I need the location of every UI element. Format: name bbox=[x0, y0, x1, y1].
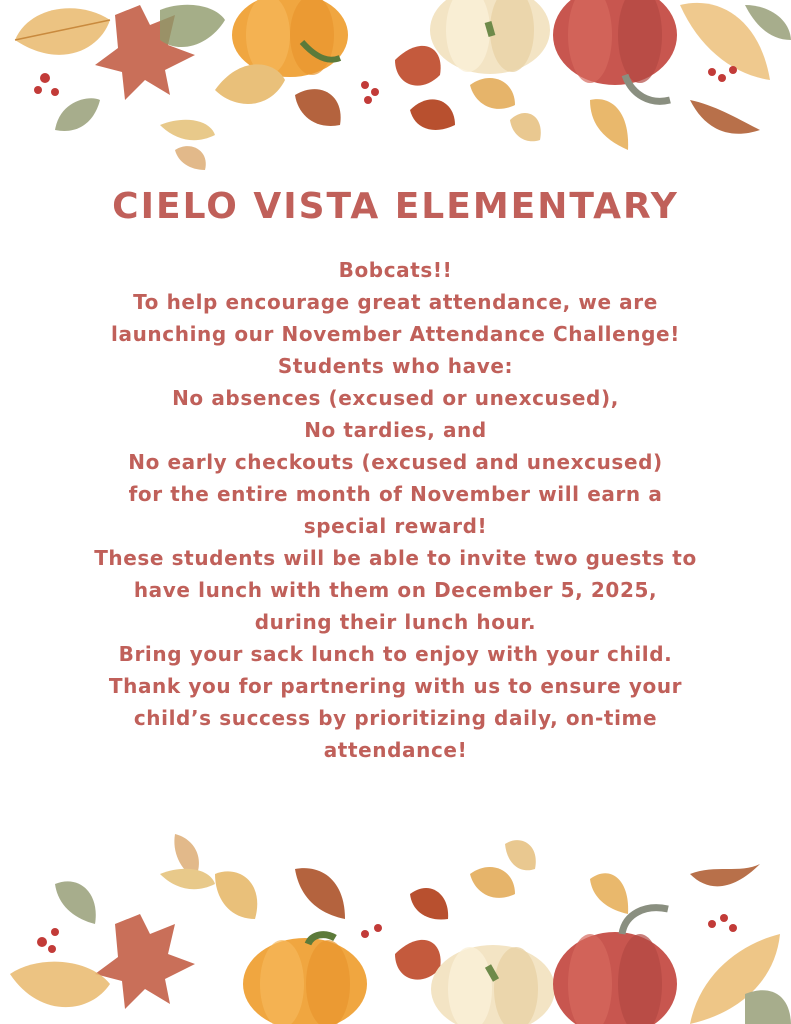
body-line: special reward! bbox=[303, 514, 488, 538]
criteria-line: No tardies, and bbox=[304, 418, 487, 442]
announcement-body bbox=[30, 254, 761, 766]
body-line: launching our November Attendance Challenge! bbox=[111, 322, 680, 346]
berry-icon bbox=[34, 73, 59, 96]
criteria-line: No early checkouts (excused and unexcused) bbox=[128, 450, 663, 474]
leaf-icon bbox=[160, 120, 215, 170]
body-line: for the entire month of November will earn a bbox=[128, 482, 663, 506]
body-line: have lunch with them on December 5, 2025, bbox=[133, 578, 658, 602]
body-line: attendance! bbox=[323, 738, 468, 762]
body-line: child’s success by prioritizing daily, on-time bbox=[133, 706, 658, 730]
pumpkin-icon bbox=[553, 0, 677, 101]
criteria-line: No absences (excused or unexcused), bbox=[172, 386, 619, 410]
pumpkin-icon bbox=[553, 908, 677, 1024]
leaf-icon bbox=[55, 834, 345, 924]
body-line: Bring your sack lunch to enjoy with your child. bbox=[118, 642, 673, 666]
leaf-icon bbox=[215, 64, 341, 126]
leaf-icon bbox=[55, 98, 100, 131]
leaf-icon bbox=[160, 5, 225, 47]
body-line: Students who have: bbox=[277, 354, 514, 378]
top-autumn-decoration bbox=[0, 0, 791, 185]
berry-icon bbox=[361, 81, 379, 104]
greeting-line: Bobcats!! bbox=[338, 258, 453, 282]
berry-icon bbox=[708, 914, 737, 932]
body-line: To help encourage great attendance, we are bbox=[133, 290, 658, 314]
leaf-icon bbox=[15, 8, 110, 55]
body-line: during their lunch hour. bbox=[254, 610, 537, 634]
bottom-autumn-decoration bbox=[0, 834, 791, 1024]
leaf-icon bbox=[10, 962, 110, 1007]
maple-leaf-icon bbox=[95, 914, 195, 1009]
school-title: CIELO VISTA ELEMENTARY bbox=[112, 186, 679, 227]
body-line: These students will be able to invite two guests to bbox=[94, 546, 697, 570]
body-line: Thank you for partnering with us to ensure your bbox=[108, 674, 683, 698]
pumpkin-icon bbox=[430, 0, 550, 74]
pumpkin-icon bbox=[431, 945, 555, 1024]
berry-icon bbox=[708, 66, 737, 82]
pumpkin-icon bbox=[243, 935, 367, 1024]
